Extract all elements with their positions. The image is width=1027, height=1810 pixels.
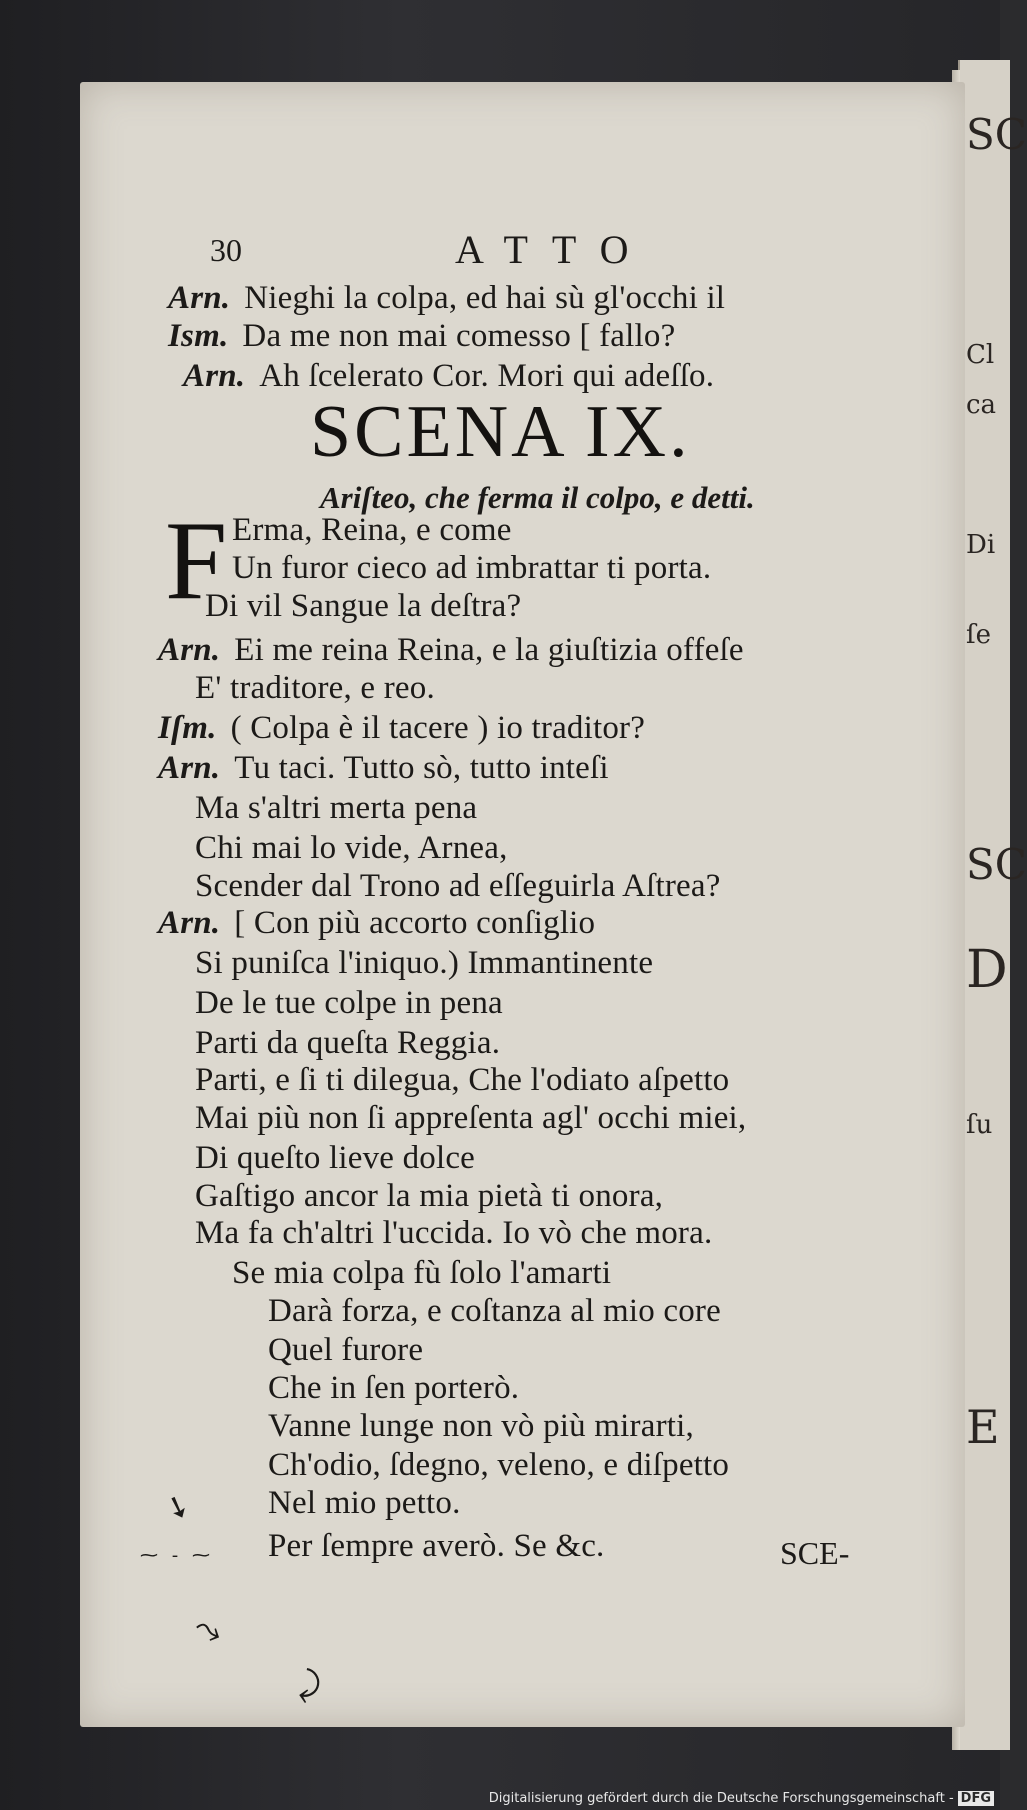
drop-cap: F [165, 499, 228, 623]
next-page-fragment: SC [966, 110, 1027, 159]
line-text: E' traditore, e reo. [195, 670, 435, 706]
next-page-fragment: ca [966, 390, 997, 420]
verse-line [195, 1025, 500, 1062]
verse-line [195, 830, 508, 867]
catchword: SCE- [780, 1535, 850, 1571]
line-text: Di queſto lieve dolce [195, 1140, 476, 1176]
ink-mark: ⤳ [187, 1606, 230, 1654]
dfg-logo: DFG [958, 1791, 994, 1806]
line-text: Parti da queſta Reggia. [195, 1025, 501, 1061]
verse-line [268, 1370, 519, 1407]
next-page-fragment: ſe [966, 620, 992, 650]
speaker-label: Arn. [168, 280, 231, 316]
next-page-fragment: Di [966, 530, 996, 560]
line-text: Parti, e ſi ti dilegua, Che l'odiato aſpetto [195, 1062, 730, 1098]
speaker-label: Arn. [183, 358, 246, 394]
line-text: Ei me reina Reina, e la giuſtizia offeſe [234, 632, 744, 668]
speaker-label: Arn. [158, 632, 221, 668]
verse-line [268, 1528, 605, 1565]
ink-mark: ⤸ [296, 1663, 324, 1707]
line-text: Che in ſen porterò. [268, 1370, 520, 1406]
line-text: Scender dal Trono ad eſſeguirla Aſtrea? [195, 868, 721, 904]
scene-title: SCENA IX. [310, 391, 691, 473]
line-text: Chi mai lo vide, Arnea, [195, 830, 508, 866]
speaker-label: Iſm. [158, 710, 217, 746]
verse-line [232, 550, 711, 587]
line-text: Erma, Reina, e come [232, 512, 512, 548]
line-text: Si puniſca l'iniquo.) Immantinente [195, 945, 654, 981]
verse-line [158, 905, 595, 942]
verse-line [158, 632, 744, 669]
next-page-edge [958, 60, 1027, 1750]
verse-line [195, 985, 503, 1022]
verse-line [268, 1293, 721, 1330]
line-text: Darà forza, e coſtanza al mio core [268, 1293, 721, 1329]
verse-line [232, 512, 512, 549]
line-text: Ch'odio, ſdegno, veleno, e diſpetto [268, 1447, 730, 1483]
line-text: Mai più non ſi appreſenta agl' occhi miei, [195, 1100, 747, 1136]
stage-direction: Ariſteo, che ferma il colpo, e detti. [320, 480, 755, 515]
speaker-label: Ism. [168, 318, 229, 354]
line-text: Tu taci. Tutto sò, tutto inteſi [234, 750, 609, 786]
verse-line [268, 1332, 423, 1369]
verse-line [195, 1178, 663, 1215]
verse-line [195, 1215, 712, 1252]
next-page-fragment: SC [966, 840, 1027, 889]
verse-line [195, 1062, 729, 1099]
line-text: [ Con più accorto conſiglio [234, 905, 596, 941]
line-text: Un furor cieco ad imbrattar ti porta. [232, 550, 712, 586]
speaker-label: Arn. [158, 750, 221, 786]
verse-line [158, 750, 609, 787]
line-text: Nel mio petto. [268, 1485, 461, 1521]
line-text: De le tue colpe in pena [195, 985, 503, 1021]
verse-line [195, 790, 477, 827]
running-head: ATTO [455, 227, 653, 272]
verse-line [195, 670, 435, 707]
verse-line [195, 1100, 746, 1137]
verse-line [205, 588, 521, 625]
ink-mark: ⁓ ‐ ⁓ [140, 1545, 214, 1566]
verse-line [232, 1255, 611, 1292]
verse-line [195, 945, 653, 982]
speaker-label: Arn. [158, 905, 221, 941]
next-page-fragment: ſu [966, 1110, 993, 1140]
footer-text: Digitalisierung gefördert durch die Deutsche Forschungsgemeinschaft - [488, 1791, 954, 1806]
line-text: Nieghi la colpa, ed hai sù gl'occhi il [244, 280, 726, 316]
next-page-fragment: E [966, 1400, 1000, 1454]
verse-line [168, 280, 725, 317]
line-text: Da me non mai comesso [ fallo? [242, 318, 676, 354]
line-text: Gaſtigo ancor la mia pietà ti onora, [195, 1178, 664, 1214]
digitization-footer [489, 1791, 994, 1806]
next-page-fragment: Cl [966, 340, 995, 370]
verse-line [158, 710, 645, 747]
line-text: Di vil Sangue la deſtra? [205, 588, 522, 624]
line-text: Ma s'altri merta pena [195, 790, 478, 826]
verse-line [268, 1447, 729, 1484]
line-text: ( Colpa è il tacere ) io traditor? [230, 710, 646, 746]
verse-line [268, 1408, 694, 1445]
line-text: Vanne lunge non vò più mirarti, [268, 1408, 694, 1444]
line-text: Ah ſcelerato Cor. Mori qui adeſſo. [259, 358, 715, 394]
page-number: 30 [210, 232, 242, 268]
ink-mark: ➘ [159, 1486, 196, 1529]
verse-line [268, 1485, 461, 1522]
verse-line [168, 318, 675, 355]
line-text: Per ſempre averò. Se &c. [268, 1528, 605, 1564]
next-page-fragment: D [966, 940, 1008, 1000]
line-text: Se mia colpa fù ſolo l'amarti [232, 1255, 612, 1291]
line-text: Quel furore [268, 1332, 424, 1368]
line-text: Ma fa ch'altri l'uccida. Io vò che mora. [195, 1215, 713, 1251]
verse-line [195, 1140, 475, 1177]
verse-line [195, 868, 721, 905]
